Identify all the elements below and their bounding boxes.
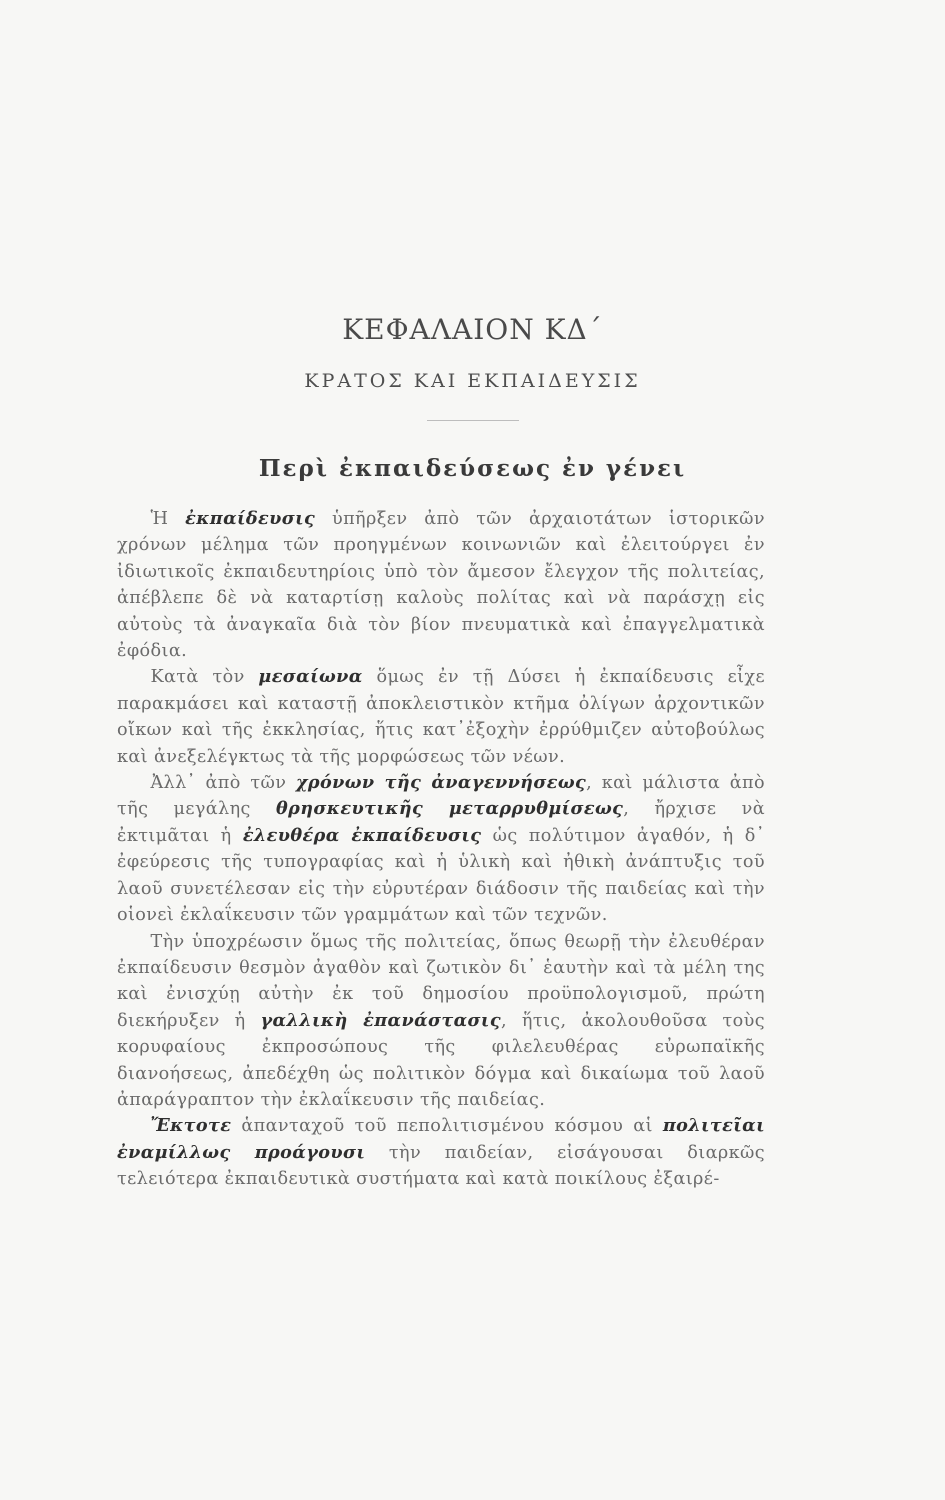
text-run: Τὴν ὑποχρέωσιν ὅμως τῆς πολιτείας, ὅπως θεωρῇ τὴν ἐλευθέραν ἐκπαίδευσιν θεσμὸν ἀγαθὸν καὶ ζωτικὸν δι᾽ ἑαυτὴν καὶ τὰ μέλη της καὶ ἐνισχύῃ αὐτὴν ἐκ τοῦ δημοσίου προϋπολογισμοῦ, πρώτη διεκήρυξεν ἡ xyxy=(117,931,765,1031)
paragraph xyxy=(117,770,765,928)
text-run: , καὶ μάλιστα ἀπὸ τῆς μεγάλης xyxy=(117,773,765,820)
emphasized-term: πολιτεῖαι ἐναμίλλως προάγουσι xyxy=(117,1115,765,1163)
text-run: Ἡ xyxy=(150,509,186,529)
text-run: ὡς πολύτιμον ἀγαθόν, ἡ δ᾽ ἐφεύρεσις τῆς τυπογραφίας καὶ ἡ ὑλικὴ καὶ ἠθικὴ ἀνάπτυξις τοῦ λαοῦ συνετέλεσαν εἰς τὴν εὐρυτέραν διάδοσιν τῆς παιδείας καὶ τὴν οἱονεὶ ἐκλαΐκευσιν τῶν γραμμάτων καὶ τῶν τεχνῶν. xyxy=(117,825,765,926)
body-text xyxy=(117,506,765,1193)
text-run: Ἀλλ᾽ ἀπὸ τῶν xyxy=(150,773,296,794)
text-run: ὑπῆρξεν ἀπὸ τῶν ἀρχαιοτάτων ἱστορικῶν χρόνων μέλημα τῶν προηγμένων κοινωνιῶν καὶ ἐλειτούργει ἐν ἰδιωτικοῖς ἐκπαιδευτηρίοις ὑπὸ τὸν ἄμεσον ἔλεγχον τῆς πολιτείας, ἀπέβλεπε δὲ νὰ καταρτίσῃ καλοὺς πολίτας καὶ νὰ παράσχῃ εἰς αὐτοὺς τὰ ἀναγκαῖα διὰ τὸν βίον πνευματικὰ καὶ ἐπαγγελματικὰ ἐφόδια. xyxy=(117,509,765,662)
emphasized-term: ἐλευθέρα ἐκπαίδευσις xyxy=(242,824,482,846)
emphasized-term: χρόνων τῆς ἀναγεννήσεως xyxy=(295,772,587,794)
paragraph xyxy=(117,506,765,664)
emphasized-term: μεσαίωνα xyxy=(258,666,363,688)
chapter-subtitle: ΚΡΑΤΟΣ ΚΑΙ ΕΚΠΑΙΔΕΥΣΙΣ xyxy=(304,370,641,392)
paragraph xyxy=(117,664,765,770)
emphasized-term: ἐκπαίδευσις xyxy=(185,508,316,529)
text-run: ὅμως ἐν τῇ Δύσει ἡ ἐκπαίδευσις εἶχε παρακμάσει καὶ καταστῇ ἀποκλειστικὸν κτῆμα ὀλίγων ἀρχοντικῶν οἴκων καὶ τῆς ἐκκλησίας, ἥτις κατ᾽ἐξοχὴν ἐρρύθμιζεν αὐτοβούλως καὶ ἀνεξελέγκτως τὰ τῆς μορφώσεως τῶν νέων. xyxy=(117,667,765,767)
text-run: , ἥτις, ἀκολουθοῦσα τοὺς κορυφαίους ἐκπροσώπους τῆς φιλελευθέρας εὐρωπαϊκῆς διανοήσεως, ἀπεδέχθη ὡς πολιτικὸν δόγμα καὶ δικαίωμα τοῦ λαοῦ ἀπαράγραπτον τὴν ἐκλαΐκευσιν τῆς παιδείας. xyxy=(117,1010,766,1110)
text-run: τὴν παιδείαν, εἰσάγουσαι διαρκῶς τελειότερα ἐκπαιδευτικὰ συστήματα καὶ κατὰ ποικίλους ἐξαιρέ- xyxy=(117,1142,765,1190)
section-heading: Περὶ ἐκπαιδεύσεως ἐν γένει xyxy=(258,455,687,482)
text-run: ἁπανταχοῦ τοῦ πεπολιτισμένου κόσμου αἱ xyxy=(231,1116,663,1137)
divider-rule xyxy=(427,420,519,421)
paragraph xyxy=(117,929,765,1114)
emphasized-term: Ἔκτοτε xyxy=(150,1115,232,1137)
chapter-title: ΚΕΦΑΛΑΙΟΝ ΚΔ΄ xyxy=(342,313,603,346)
paragraph xyxy=(117,1113,765,1192)
emphasized-term: γαλλικὴ ἐπανάστασις xyxy=(260,1009,501,1031)
emphasized-term: θρησκευτικῆς μεταρρυθμίσεως xyxy=(276,798,624,820)
text-run: , ἤρχισε νὰ ἐκτιμᾶται ἡ xyxy=(117,799,765,846)
text-run: Κατὰ τὸν xyxy=(150,667,259,688)
